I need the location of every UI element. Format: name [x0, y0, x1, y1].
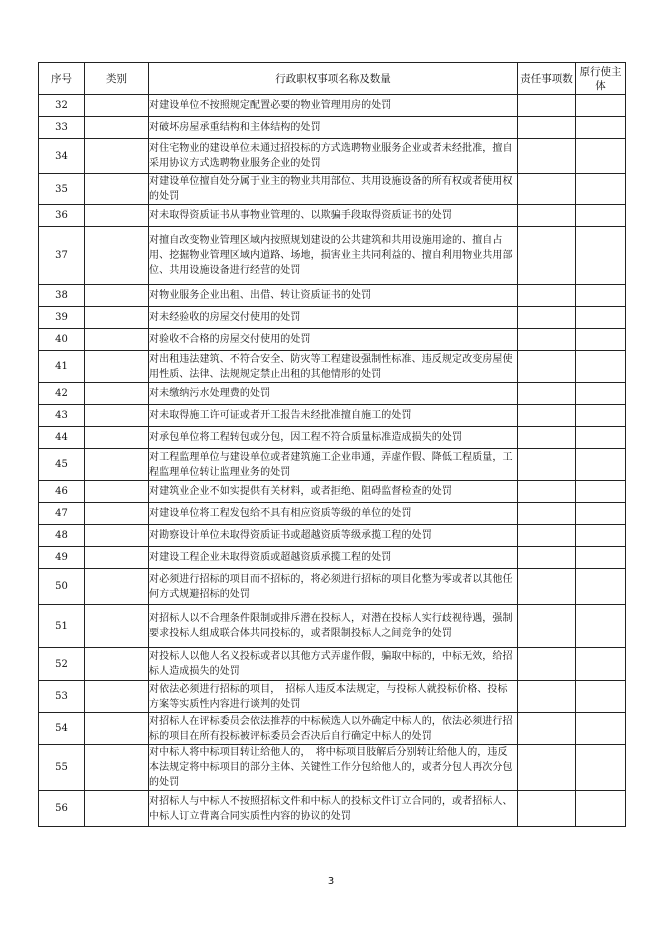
row-item-name: 对中标人将中标项目转让给他人的， 将中标项目肢解后分别转让给他人的，违反本法规定将中标项目的部分主体、关键性工作分包给他人的，或者分包人再次分包的处罚 [149, 745, 518, 791]
row-original-subject-cell [576, 285, 626, 307]
row-original-subject-cell [576, 569, 626, 605]
authority-table [38, 62, 626, 827]
row-category-cell [85, 205, 149, 227]
row-duty-count-cell [518, 351, 576, 383]
table-row [39, 605, 626, 648]
row-category-cell [85, 227, 149, 285]
row-original-subject-cell [576, 547, 626, 569]
row-item-name: 对招标人与中标人不按照招标文件和中标人的投标文件订立合同的，或者招标人、中标人订立背离合同实质性内容的协议的处罚 [149, 791, 518, 827]
row-duty-count-cell [518, 648, 576, 681]
table-row [39, 117, 626, 139]
row-seq-number: 35 [39, 174, 85, 205]
row-category-cell [85, 383, 149, 405]
row-duty-count-cell [518, 525, 576, 547]
row-item-name: 对建设单位擅自处分属于业主的物业共用部位、共用设施设备的所有权或者使用权的处罚 [149, 174, 518, 205]
table-row [39, 481, 626, 503]
row-original-subject-cell [576, 745, 626, 791]
row-category-cell [85, 481, 149, 503]
table-row [39, 449, 626, 481]
table-row [39, 503, 626, 525]
row-duty-count-cell [518, 205, 576, 227]
row-duty-count-cell [518, 139, 576, 174]
table-row [39, 525, 626, 547]
table-row [39, 681, 626, 713]
row-item-name: 对出租违法建筑、不符合安全、防灾等工程建设强制性标准、违反规定改变房屋使用性质、法律、法规规定禁止出租的其他情形的处罚 [149, 351, 518, 383]
row-category-cell [85, 405, 149, 427]
table-header-row [39, 63, 626, 95]
row-duty-count-cell [518, 681, 576, 713]
row-seq-number: 34 [39, 139, 85, 174]
row-original-subject-cell [576, 351, 626, 383]
header-category: 类别 [85, 63, 149, 95]
row-item-name: 对建筑业企业不如实提供有关材料，或者拒绝、阻碍监督检查的处罚 [149, 481, 518, 503]
row-item-name: 对未取得资质证书从事物业管理的、以欺骗手段取得资质证书的处罚 [149, 205, 518, 227]
row-original-subject-cell [576, 449, 626, 481]
table-row [39, 405, 626, 427]
row-item-name: 对招标人在评标委员会依法推荐的中标候选人以外确定中标人的，依法必须进行招标的项目在所有投标被评标委员会否决后自行确定中标人的处罚 [149, 713, 518, 745]
row-duty-count-cell [518, 95, 576, 117]
row-duty-count-cell [518, 427, 576, 449]
header-duty-count: 责任事项数 [518, 63, 576, 95]
table-row [39, 285, 626, 307]
row-original-subject-cell [576, 383, 626, 405]
row-seq-number: 48 [39, 525, 85, 547]
row-seq-number: 44 [39, 427, 85, 449]
row-category-cell [85, 503, 149, 525]
header-name: 行政职权事项名称及数量 [149, 63, 518, 95]
row-item-name: 对未经验收的房屋交付使用的处罚 [149, 307, 518, 329]
row-original-subject-cell [576, 139, 626, 174]
row-item-name: 对承包单位将工程转包或分包，因工程不符合质量标准造成损失的处罚 [149, 427, 518, 449]
row-duty-count-cell [518, 227, 576, 285]
row-category-cell [85, 681, 149, 713]
table-row [39, 648, 626, 681]
row-duty-count-cell [518, 449, 576, 481]
table-body [39, 95, 626, 827]
row-category-cell [85, 307, 149, 329]
row-seq-number: 38 [39, 285, 85, 307]
table-row [39, 227, 626, 285]
row-category-cell [85, 351, 149, 383]
header-original-subject: 原行使主体 [576, 63, 626, 95]
row-seq-number: 36 [39, 205, 85, 227]
row-original-subject-cell [576, 307, 626, 329]
row-item-name: 对住宅物业的建设单位未通过招投标的方式选聘物业服务企业或者未经批准，擅自采用协议方式选聘物业服务企业的处罚 [149, 139, 518, 174]
row-category-cell [85, 117, 149, 139]
row-original-subject-cell [576, 227, 626, 285]
row-original-subject-cell [576, 503, 626, 525]
table-row [39, 547, 626, 569]
row-category-cell [85, 745, 149, 791]
row-item-name: 对必须进行招标的项目而不招标的，将必须进行招标的项目化整为零或者以其他任何方式规避招标的处罚 [149, 569, 518, 605]
row-item-name: 对建设单位将工程发包给不具有相应资质等级的单位的处罚 [149, 503, 518, 525]
row-category-cell [85, 525, 149, 547]
row-original-subject-cell [576, 713, 626, 745]
row-original-subject-cell [576, 481, 626, 503]
row-duty-count-cell [518, 605, 576, 648]
row-item-name: 对验收不合格的房屋交付使用的处罚 [149, 329, 518, 351]
row-original-subject-cell [576, 791, 626, 827]
row-duty-count-cell [518, 713, 576, 745]
row-duty-count-cell [518, 405, 576, 427]
row-original-subject-cell [576, 681, 626, 713]
row-duty-count-cell [518, 503, 576, 525]
row-seq-number: 32 [39, 95, 85, 117]
row-item-name: 对勘察设计单位未取得资质证书或超越资质等级承揽工程的处罚 [149, 525, 518, 547]
row-original-subject-cell [576, 427, 626, 449]
row-category-cell [85, 139, 149, 174]
row-duty-count-cell [518, 117, 576, 139]
row-original-subject-cell [576, 605, 626, 648]
row-item-name: 对依法必须进行招标的项目， 招标人违反本法规定，与投标人就投标价格、投标方案等实质性内容进行谈判的处罚 [149, 681, 518, 713]
row-seq-number: 40 [39, 329, 85, 351]
row-item-name: 对招标人以不合理条件限制或排斥潜在投标人，对潜在投标人实行歧视待遇，强制要求投标人组成联合体共同投标的，或者限制投标人之间竞争的处罚 [149, 605, 518, 648]
row-seq-number: 43 [39, 405, 85, 427]
table-row [39, 791, 626, 827]
row-category-cell [85, 569, 149, 605]
row-seq-number: 50 [39, 569, 85, 605]
row-original-subject-cell [576, 648, 626, 681]
row-category-cell [85, 95, 149, 117]
row-duty-count-cell [518, 307, 576, 329]
row-seq-number: 49 [39, 547, 85, 569]
row-seq-number: 37 [39, 227, 85, 285]
row-item-name: 对建设单位不按照规定配置必要的物业管理用房的处罚 [149, 95, 518, 117]
row-item-name: 对建设工程企业未取得资质或超越资质承揽工程的处罚 [149, 547, 518, 569]
row-category-cell [85, 791, 149, 827]
table-row [39, 569, 626, 605]
row-original-subject-cell [576, 95, 626, 117]
header-seq: 序号 [39, 63, 85, 95]
row-item-name: 对工程监理单位与建设单位或者建筑施工企业串通，弄虚作假、降低工程质量，工程监理单位转让监理业务的处罚 [149, 449, 518, 481]
row-duty-count-cell [518, 547, 576, 569]
row-duty-count-cell [518, 329, 576, 351]
row-original-subject-cell [576, 329, 626, 351]
row-category-cell [85, 713, 149, 745]
table-row [39, 329, 626, 351]
row-item-name: 对物业服务企业出租、出借、转让资质证书的处罚 [149, 285, 518, 307]
row-duty-count-cell [518, 791, 576, 827]
row-original-subject-cell [576, 525, 626, 547]
row-seq-number: 55 [39, 745, 85, 791]
row-item-name: 对破坏房屋承重结构和主体结构的处罚 [149, 117, 518, 139]
row-category-cell [85, 329, 149, 351]
row-seq-number: 45 [39, 449, 85, 481]
row-seq-number: 41 [39, 351, 85, 383]
row-seq-number: 51 [39, 605, 85, 648]
table-row [39, 205, 626, 227]
row-category-cell [85, 605, 149, 648]
row-item-name: 对擅自改变物业管理区域内按照规划建设的公共建筑和共用设施用途的、擅自占用、挖掘物业管理区域内道路、场地，损害业主共同利益的、擅自利用物业共用部位、共用设施设备进行经营的处罚 [149, 227, 518, 285]
row-item-name: 对未取得施工许可证或者开工报告未经批准擅自施工的处罚 [149, 405, 518, 427]
table-row [39, 351, 626, 383]
table-row [39, 713, 626, 745]
table-row [39, 307, 626, 329]
table-row [39, 383, 626, 405]
row-duty-count-cell [518, 285, 576, 307]
row-category-cell [85, 174, 149, 205]
table-row [39, 427, 626, 449]
row-seq-number: 39 [39, 307, 85, 329]
row-duty-count-cell [518, 174, 576, 205]
row-original-subject-cell [576, 174, 626, 205]
page-number: 3 [327, 876, 335, 887]
row-original-subject-cell [576, 205, 626, 227]
row-seq-number: 42 [39, 383, 85, 405]
table-row [39, 139, 626, 174]
row-original-subject-cell [576, 117, 626, 139]
row-duty-count-cell [518, 745, 576, 791]
row-category-cell [85, 449, 149, 481]
row-category-cell [85, 285, 149, 307]
row-category-cell [85, 547, 149, 569]
row-seq-number: 46 [39, 481, 85, 503]
table-row [39, 174, 626, 205]
table-row [39, 95, 626, 117]
row-item-name: 对未缴纳污水处理费的处罚 [149, 383, 518, 405]
row-duty-count-cell [518, 383, 576, 405]
row-seq-number: 56 [39, 791, 85, 827]
row-seq-number: 54 [39, 713, 85, 745]
table-row [39, 745, 626, 791]
row-seq-number: 47 [39, 503, 85, 525]
row-item-name: 对投标人以他人名义投标或者以其他方式弄虚作假，骗取中标的，中标无效，给招标人造成损失的处罚 [149, 648, 518, 681]
row-duty-count-cell [518, 481, 576, 503]
row-original-subject-cell [576, 405, 626, 427]
row-category-cell [85, 648, 149, 681]
row-seq-number: 52 [39, 648, 85, 681]
row-duty-count-cell [518, 569, 576, 605]
row-seq-number: 53 [39, 681, 85, 713]
row-category-cell [85, 427, 149, 449]
row-seq-number: 33 [39, 117, 85, 139]
